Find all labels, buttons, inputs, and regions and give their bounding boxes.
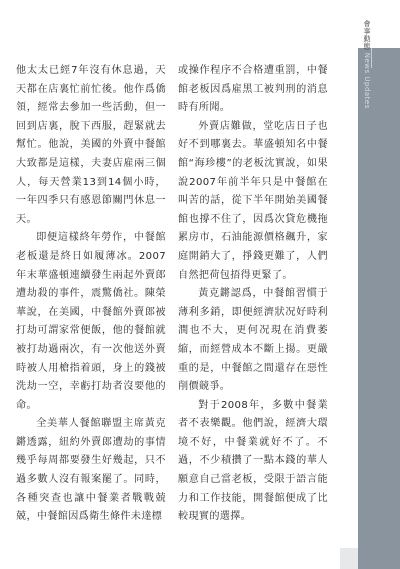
bottom-margin	[0, 548, 358, 569]
paragraph: 全美華人餐館聯盟主席黃克鏘透露，紐約外賣郎遭劫的事情幾乎每周都要發生好幾起，只不過多數人沒有報案罷了。同時，各種突查也讓中餐業者戰戰兢兢，中餐館因爲衛生條件未達標	[16, 418, 166, 523]
paragraph: 對于2008年，多數中餐業者不表樂觀。他們說，經濟大環境不好，中餐業就好不了。不過，不少積攢了一點本錢的華人願意自己當老板，受限于語言能力和工作技能，開餐館便成了比較現實的選擇。	[178, 399, 328, 523]
paragraph: 或操作程序不合格遭重罰，中餐館老板因爲雇黑工被判刑的消息時有所聞。	[178, 65, 328, 114]
paragraph: 外賣店難做，堂吃店日子也好不到哪裏去。華盛頓知名中餐館“海珍樓”的老板沈實說，如果說2007年前半年只是中餐館在叫苦的話，從下半年開始美國餐館也撐不住了，因爲次貸危機拖累房市，石油能源價格飆升，家庭開銷大了，掙錢更難了，人們自然把荷包捂得更緊了。	[178, 120, 328, 281]
section-label-en: News Updates	[363, 52, 371, 109]
bottom-band	[340, 548, 358, 569]
article-column-left	[16, 62, 166, 527]
paragraph: 黃克鏘認爲，中餐館習慣于薄利多銷，即便經濟狀况好時利潤也不大，更何况現在消費萎縮，而經營成本不斷上揚。更嚴重的是，中餐館之間還存在惡性削價競爭。	[178, 288, 328, 393]
paragraph: 他太太已經7年沒有休息過，天天都在店裏忙前忙後。他作爲僑領，經常去參加一些活動，但一回到店裏，脫下西服，趕緊就去幫忙。他說，美國的外賣中餐館大致都是這樣，夫妻店雇兩三個人，每天營業13到14個小時，一年四季只有感恩節關門休息一天。	[16, 65, 166, 225]
paragraph: 即便這樣終年勞作，中餐館老板還是終日如履薄冰。2007年末華盛頓連續發生兩起外賣郎遭劫殺的事件，震驚僑社。陳榮華說，在美國，中餐館外賣郎被打劫可謂家常便飯，他的餐館就被打劫過兩次，有一次他送外賣時被人用槍指着頭，身上的錢被洗劫一空，幸虧打劫者沒要他的命。	[16, 232, 166, 411]
section-label	[362, 20, 371, 109]
article-column-right	[178, 62, 328, 527]
side-divider	[371, 48, 372, 68]
section-label-zh: 會事動態	[363, 20, 371, 50]
side-color-band	[358, 48, 400, 569]
